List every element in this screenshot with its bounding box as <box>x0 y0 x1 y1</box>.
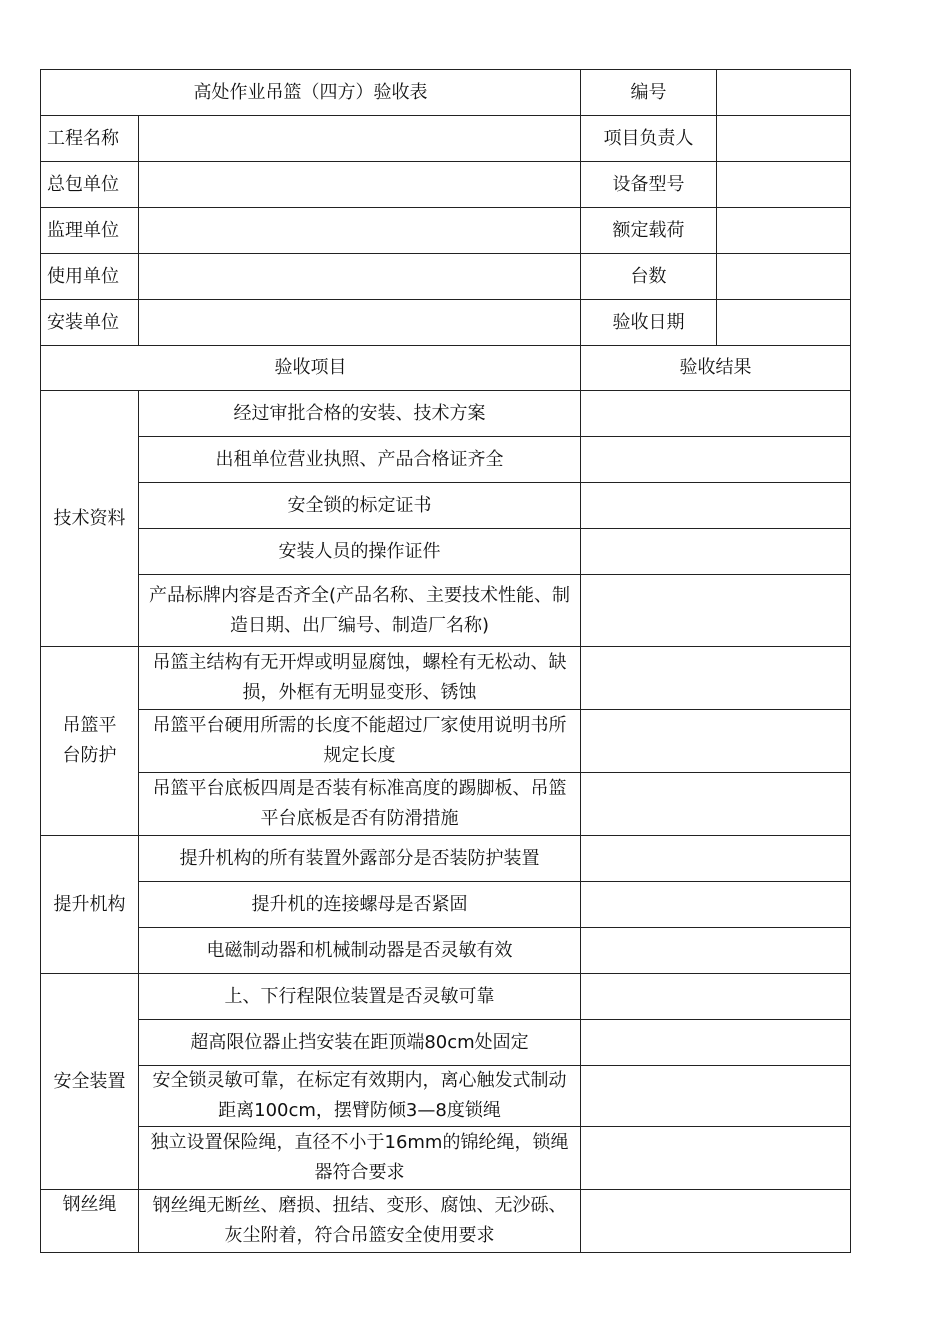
inspection-item: 吊篮平台硬用所需的长度不能超过厂家使用说明书所规定长度 <box>139 710 581 773</box>
inspection-item: 产品标牌内容是否齐全(产品名称、主要技术性能、制造日期、出厂编号、制造厂名称) <box>139 575 581 647</box>
inspection-item: 安全锁的标定证书 <box>139 483 581 529</box>
unit-count-field[interactable] <box>717 254 851 300</box>
inspection-row <box>41 710 851 773</box>
result-field[interactable] <box>581 391 851 437</box>
result-field[interactable] <box>581 1190 851 1253</box>
result-field[interactable] <box>581 575 851 647</box>
section-header-row <box>41 346 851 391</box>
inspection-row <box>41 1066 851 1127</box>
user-unit-field[interactable] <box>139 254 581 300</box>
equipment-model-field[interactable] <box>717 162 851 208</box>
inspection-row <box>41 928 851 974</box>
result-field[interactable] <box>581 974 851 1020</box>
result-field[interactable] <box>581 483 851 529</box>
category-technical-docs: 技术资料 <box>41 391 139 647</box>
category-safety-devices: 安全装置 <box>41 974 139 1190</box>
category-hoisting-mechanism: 提升机构 <box>41 836 139 974</box>
title-row <box>41 70 851 116</box>
inspection-row <box>41 391 851 437</box>
result-field[interactable] <box>581 1127 851 1190</box>
supervision-unit-label: 监理单位 <box>41 208 139 254</box>
inspection-row <box>41 647 851 710</box>
general-contractor-field[interactable] <box>139 162 581 208</box>
result-field[interactable] <box>581 529 851 575</box>
inspection-row <box>41 1190 851 1253</box>
unit-count-label: 台数 <box>581 254 717 300</box>
inspection-row <box>41 1127 851 1190</box>
project-manager-label: 项目负责人 <box>581 116 717 162</box>
project-name-field[interactable] <box>139 116 581 162</box>
result-field[interactable] <box>581 836 851 882</box>
inspection-row <box>41 483 851 529</box>
inspection-item: 吊篮平台底板四周是否装有标准高度的踢脚板、吊篮平台底板是否有防滑措施 <box>139 773 581 836</box>
result-field[interactable] <box>581 1066 851 1127</box>
inspection-items-header: 验收项目 <box>41 346 581 391</box>
inspection-item: 经过审批合格的安装、技术方案 <box>139 391 581 437</box>
result-field[interactable] <box>581 647 851 710</box>
category-wire-rope: 钢丝绳 <box>41 1190 139 1253</box>
inspection-item: 吊篮主结构有无开焊或明显腐蚀，螺栓有无松动、缺损，外框有无明显变形、锈蚀 <box>139 647 581 710</box>
project-name-label: 工程名称 <box>41 116 139 162</box>
rated-load-label: 额定载荷 <box>581 208 717 254</box>
header-row <box>41 208 851 254</box>
inspection-item: 钢丝绳无断丝、磨损、扭结、变形、腐蚀、无沙砾、灰尘附着，符合吊篮安全使用要求 <box>139 1190 581 1253</box>
acceptance-date-label: 验收日期 <box>581 300 717 346</box>
number-label: 编号 <box>581 70 717 116</box>
inspection-row <box>41 882 851 928</box>
inspection-item: 独立设置保险绳，直径不小于16mm的锦纶绳，锁绳器符合要求 <box>139 1127 581 1190</box>
user-unit-label: 使用单位 <box>41 254 139 300</box>
result-field[interactable] <box>581 710 851 773</box>
acceptance-form-table <box>40 69 851 1253</box>
result-field[interactable] <box>581 928 851 974</box>
supervision-unit-field[interactable] <box>139 208 581 254</box>
form-title: 高处作业吊篮（四方）验收表 <box>41 70 581 116</box>
inspection-item: 出租单位营业执照、产品合格证齐全 <box>139 437 581 483</box>
installer-unit-label: 安装单位 <box>41 300 139 346</box>
inspection-item: 上、下行程限位装置是否灵敏可靠 <box>139 974 581 1020</box>
result-field[interactable] <box>581 437 851 483</box>
inspection-row <box>41 1020 851 1066</box>
header-row <box>41 254 851 300</box>
result-field[interactable] <box>581 1020 851 1066</box>
inspection-item: 安装人员的操作证件 <box>139 529 581 575</box>
acceptance-date-field[interactable] <box>717 300 851 346</box>
installer-unit-field[interactable] <box>139 300 581 346</box>
inspection-row <box>41 437 851 483</box>
rated-load-field[interactable] <box>717 208 851 254</box>
inspection-item: 提升机构的所有装置外露部分是否装防护装置 <box>139 836 581 882</box>
number-field[interactable] <box>717 70 851 116</box>
inspection-row <box>41 836 851 882</box>
inspection-item: 超高限位器止挡安装在距顶端80cm处固定 <box>139 1020 581 1066</box>
inspection-item: 安全锁灵敏可靠，在标定有效期内，离心触发式制动距离100cm，摆臂防倾3—8度锁绳 <box>139 1066 581 1127</box>
inspection-item: 电磁制动器和机械制动器是否灵敏有效 <box>139 928 581 974</box>
project-manager-field[interactable] <box>717 116 851 162</box>
header-row <box>41 300 851 346</box>
header-row <box>41 162 851 208</box>
inspection-row <box>41 974 851 1020</box>
inspection-row <box>41 529 851 575</box>
category-platform-protection: 吊篮平台防护 <box>41 647 139 836</box>
inspection-result-header: 验收结果 <box>581 346 851 391</box>
equipment-model-label: 设备型号 <box>581 162 717 208</box>
inspection-row <box>41 575 851 647</box>
result-field[interactable] <box>581 773 851 836</box>
inspection-item: 提升机的连接螺母是否紧固 <box>139 882 581 928</box>
result-field[interactable] <box>581 882 851 928</box>
header-row <box>41 116 851 162</box>
inspection-row <box>41 773 851 836</box>
general-contractor-label: 总包单位 <box>41 162 139 208</box>
